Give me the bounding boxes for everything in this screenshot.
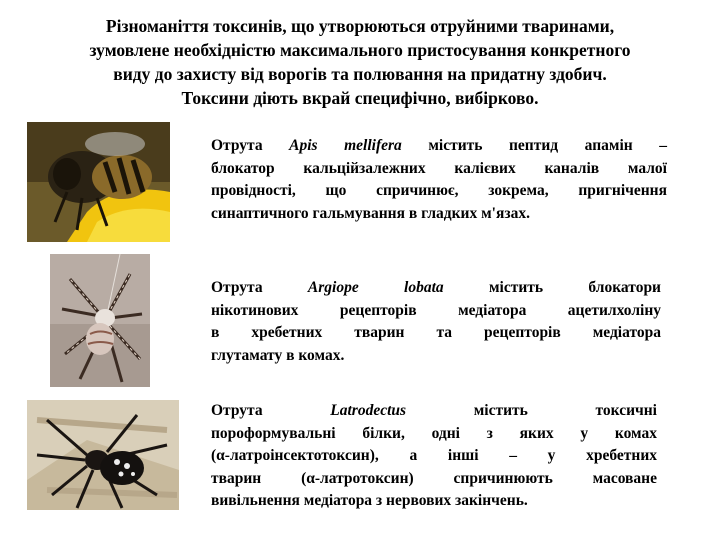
paragraph-argiope — [211, 277, 661, 367]
text-line: блокатор кальційзалежних калієвих каналів малої — [211, 159, 667, 177]
bee-photo — [27, 122, 170, 242]
paragraph-latrodectus — [211, 400, 657, 513]
species-name: Latrodectus — [330, 402, 407, 419]
text-line: нікотинових рецепторів медіатора ацетилхоліну — [211, 301, 661, 319]
text-line: синаптичного гальмування в гладких м'язах. — [211, 204, 530, 222]
text-line: глутамату в комах. — [211, 346, 345, 364]
text-line: вивільнення медіатора з нервових закінчень. — [211, 492, 528, 509]
text-line: тварин (α-латротоксин) спричинюють масоване — [211, 469, 657, 487]
spider-latrodectus-photo — [27, 400, 179, 510]
title-line: Токсини діють вкрай специфічно, вибірково. — [181, 88, 539, 108]
text-line: в хребетних тварин та рецепторів медіатора — [211, 324, 661, 341]
title-line: виду до захисту від ворогів та полювання на придатну здобич. — [113, 64, 607, 84]
species-name: Argiope lobata — [307, 279, 444, 296]
title-line: зумовлене необхідністю максимального пристосування конкретного — [89, 40, 631, 60]
text-line: Отрута Argiope lobata містить блокатори — [211, 279, 661, 296]
title-line: Різноманіття токсинів, що утворюються отруйними тваринами, — [105, 16, 615, 36]
text-line: Отрута Apis mellifera містить пептид апамін – — [211, 137, 667, 154]
slide-title — [40, 14, 680, 110]
text-line: (α-латроінсектотоксин), а інші – у хребетних — [211, 447, 657, 464]
text-line: пороформувальні білки, одні з яких у комах — [211, 424, 657, 442]
paragraph-apis — [211, 135, 667, 225]
text-line: Отрута Latrodectus містить токсичні — [211, 402, 657, 419]
text-line: провідності, що спричинює, зокрема, пригнічення — [211, 182, 667, 199]
species-name: Apis mellifera — [289, 137, 402, 154]
spider-argiope-photo — [50, 254, 150, 387]
